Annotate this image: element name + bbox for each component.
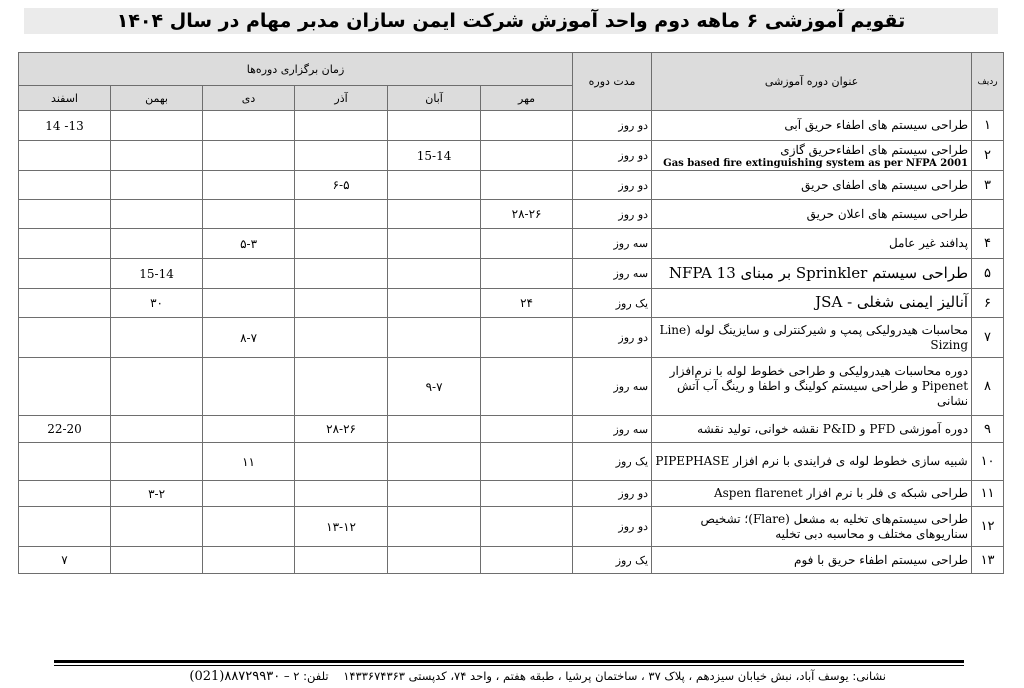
- month-cell: [111, 171, 203, 200]
- month-cell: 15-14: [388, 141, 481, 171]
- table-row: [19, 443, 1004, 481]
- month-cell: [388, 200, 481, 229]
- month-cell: [481, 547, 573, 574]
- month-cell: [111, 547, 203, 574]
- course-duration: دو روز: [573, 200, 652, 229]
- month-cell: [111, 141, 203, 171]
- month-cell: ۶-۵: [295, 171, 388, 200]
- month-cell: [388, 481, 481, 507]
- month-cell: [295, 443, 388, 481]
- month-cell: [19, 141, 111, 171]
- month-cell: [19, 229, 111, 259]
- table-row: [19, 229, 1004, 259]
- month-cell: [295, 358, 388, 416]
- month-cell: [295, 289, 388, 318]
- month-cell: ۹-۷: [388, 358, 481, 416]
- header-month-esfand: اسفند: [19, 86, 111, 111]
- course-title: شبیه سازی خطوط لوله ی فرایندی با نرم افزار PIPEPHASE: [652, 443, 972, 481]
- month-cell: [388, 171, 481, 200]
- table-row: [19, 171, 1004, 200]
- month-cell: [295, 229, 388, 259]
- row-number: ۱: [972, 111, 1004, 141]
- course-duration: دو روز: [573, 318, 652, 358]
- month-cell: 15-14: [111, 259, 203, 289]
- month-cell: [203, 416, 295, 443]
- month-cell: [19, 443, 111, 481]
- month-cell: [388, 259, 481, 289]
- footer-divider-thin: [54, 665, 964, 666]
- table-row: [19, 200, 1004, 229]
- month-cell: [481, 507, 573, 547]
- header-schedule: زمان برگزاری دوره‌ها: [19, 53, 573, 86]
- month-cell: [19, 358, 111, 416]
- month-cell: ۸-۷: [203, 318, 295, 358]
- footer-divider-thick: [54, 660, 964, 663]
- month-cell: [203, 171, 295, 200]
- month-cell: [481, 318, 573, 358]
- month-cell: [203, 547, 295, 574]
- course-title: محاسبات هیدرولیکی پمپ و شیرکنترلی و سایزینگ لوله (Line Sizing: [652, 318, 972, 358]
- row-number: ۲: [972, 141, 1004, 171]
- month-cell: [481, 111, 573, 141]
- month-cell: 22-20: [19, 416, 111, 443]
- month-cell: [295, 547, 388, 574]
- row-number: ۷: [972, 318, 1004, 358]
- row-number: ۱۰: [972, 443, 1004, 481]
- table-row: [19, 358, 1004, 416]
- course-duration: یک روز: [573, 547, 652, 574]
- month-cell: [481, 229, 573, 259]
- row-number: ۸: [972, 358, 1004, 416]
- table-row: [19, 547, 1004, 574]
- month-cell: [295, 481, 388, 507]
- month-cell: [203, 481, 295, 507]
- month-cell: ۲۸-۲۶: [481, 200, 573, 229]
- month-cell: [203, 289, 295, 318]
- month-cell: [481, 171, 573, 200]
- month-cell: [481, 259, 573, 289]
- header-month-bahman: بهمن: [111, 86, 203, 111]
- header-month-mehr: مهر: [481, 86, 573, 111]
- month-cell: [111, 200, 203, 229]
- course-title: طراحی سیستم Sprinkler بر مبنای NFPA 13: [652, 259, 972, 289]
- month-cell: [19, 318, 111, 358]
- month-cell: [295, 259, 388, 289]
- month-cell: [388, 443, 481, 481]
- month-cell: [481, 358, 573, 416]
- month-cell: [203, 141, 295, 171]
- schedule-table: [18, 52, 1004, 574]
- course-title: طراحی شبکه ی فلر با نرم افزار Aspen flarenet: [652, 481, 972, 507]
- month-cell: ۱۱: [203, 443, 295, 481]
- course-title: طراحی سیستم اطفاء حریق با فوم: [652, 547, 972, 574]
- month-cell: [19, 289, 111, 318]
- schedule-body: [19, 111, 1004, 574]
- row-number: [972, 200, 1004, 229]
- month-cell: [19, 481, 111, 507]
- table-row: [19, 481, 1004, 507]
- month-cell: [111, 416, 203, 443]
- header-month-azar: آذر: [295, 86, 388, 111]
- footer-phone-label: تلفن: ۲ –: [283, 669, 329, 683]
- table-row: [19, 318, 1004, 358]
- month-cell: ۲۸-۲۶: [295, 416, 388, 443]
- month-cell: [295, 318, 388, 358]
- month-cell: [481, 416, 573, 443]
- course-duration: دو روز: [573, 481, 652, 507]
- month-cell: [388, 318, 481, 358]
- footer-phone: (021)۸۸۷۲۹۹۳۰: [189, 669, 281, 684]
- course-title: پدافند غیر عامل: [652, 229, 972, 259]
- course-title: دوره محاسبات هیدرولیکی و طراحی خطوط لوله با نرم‌افزار Pipenet و طراحی سیستم کولینگ و اطفا و رینگ آب آتش نشانی: [652, 358, 972, 416]
- table-row: [19, 507, 1004, 547]
- header-month-aban: آبان: [388, 86, 481, 111]
- course-duration: یک روز: [573, 289, 652, 318]
- month-cell: ۲۴: [481, 289, 573, 318]
- footer-contact: [54, 668, 886, 685]
- month-cell: [388, 229, 481, 259]
- course-title: آنالیز ایمنی شغلی - JSA: [652, 289, 972, 318]
- month-cell: [388, 507, 481, 547]
- month-cell: [388, 289, 481, 318]
- course-title: دوره آموزشی PFD و P&ID نقشه خوانی، تولید نقشه: [652, 416, 972, 443]
- course-duration: دو روز: [573, 141, 652, 171]
- course-title: طراحی سیستم های اعلان حریق: [652, 200, 972, 229]
- row-number: ۹: [972, 416, 1004, 443]
- row-number: ۱۱: [972, 481, 1004, 507]
- table-row: [19, 111, 1004, 141]
- month-cell: ۵-۳: [203, 229, 295, 259]
- month-cell: [295, 200, 388, 229]
- table-row: [19, 259, 1004, 289]
- month-cell: [111, 358, 203, 416]
- month-cell: [203, 507, 295, 547]
- month-cell: [19, 507, 111, 547]
- table-row: [19, 416, 1004, 443]
- row-number: ۳: [972, 171, 1004, 200]
- course-duration: سه روز: [573, 259, 652, 289]
- month-cell: [19, 171, 111, 200]
- month-cell: ۷: [19, 547, 111, 574]
- month-cell: [388, 416, 481, 443]
- month-cell: [295, 111, 388, 141]
- course-title: طراحی سیستم‌های تخلیه به مشعل (Flare)؛ تشخیص سناریوهای مختلف و محاسبه دبی تخلیه: [652, 507, 972, 547]
- page-title: تقویم آموزشی ۶ ماهه دوم واحد آموزش شرکت ایمن سازان مدبر مهام در سال ۱۴۰۴: [116, 10, 906, 32]
- course-title: طراحی سیستم های اطفاءحریق گازی Gas based fire extinguishing system as per NFPA 2001: [652, 141, 972, 171]
- course-title-en: Gas based fire extinguishing system as per NFPA 2001: [663, 157, 969, 169]
- month-cell: [481, 443, 573, 481]
- row-number: ۱۲: [972, 507, 1004, 547]
- page-title-bar: [24, 8, 998, 34]
- course-duration: دو روز: [573, 507, 652, 547]
- month-cell: [203, 259, 295, 289]
- month-cell: [203, 111, 295, 141]
- course-duration: سه روز: [573, 358, 652, 416]
- footer-address: نشانی: یوسف آباد، نبش خیابان سیزدهم ، پلاک ۳۷ ، ساختمان پرشیا ، طبقه هفتم ، واحد ۷۴، کدپستی ۱۴۳۳۶۷۴۳۶۳: [343, 669, 886, 683]
- course-title: طراحی سیستم های اطفای حریق: [652, 171, 972, 200]
- row-number: ۱۳: [972, 547, 1004, 574]
- month-cell: [111, 443, 203, 481]
- header-duration: مدت دوره: [573, 53, 652, 111]
- month-cell: [111, 318, 203, 358]
- header-month-dey: دی: [203, 86, 295, 111]
- row-number: ۴: [972, 229, 1004, 259]
- month-cell: ۳-۲: [111, 481, 203, 507]
- month-cell: [481, 481, 573, 507]
- month-cell: [295, 141, 388, 171]
- month-cell: [111, 507, 203, 547]
- header-course-title: عنوان دوره آموزشی: [652, 53, 972, 111]
- row-number: ۶: [972, 289, 1004, 318]
- course-duration: دو روز: [573, 171, 652, 200]
- course-duration: سه روز: [573, 416, 652, 443]
- month-cell: ۱۳-۱۲: [295, 507, 388, 547]
- month-cell: [111, 111, 203, 141]
- month-cell: [19, 259, 111, 289]
- month-cell: [481, 141, 573, 171]
- course-duration: یک روز: [573, 443, 652, 481]
- table-row: [19, 141, 1004, 171]
- row-number: ۵: [972, 259, 1004, 289]
- course-duration: سه روز: [573, 229, 652, 259]
- month-cell: [203, 358, 295, 416]
- course-title: طراحی سیستم های اطفاء حریق آبی: [652, 111, 972, 141]
- header-row-no: ردیف: [972, 53, 1004, 111]
- month-cell: ۳۰: [111, 289, 203, 318]
- course-duration: دو روز: [573, 111, 652, 141]
- month-cell: 13- 14: [19, 111, 111, 141]
- month-cell: [111, 229, 203, 259]
- month-cell: [388, 111, 481, 141]
- month-cell: [388, 547, 481, 574]
- month-cell: [203, 200, 295, 229]
- month-cell: [19, 200, 111, 229]
- table-row: [19, 289, 1004, 318]
